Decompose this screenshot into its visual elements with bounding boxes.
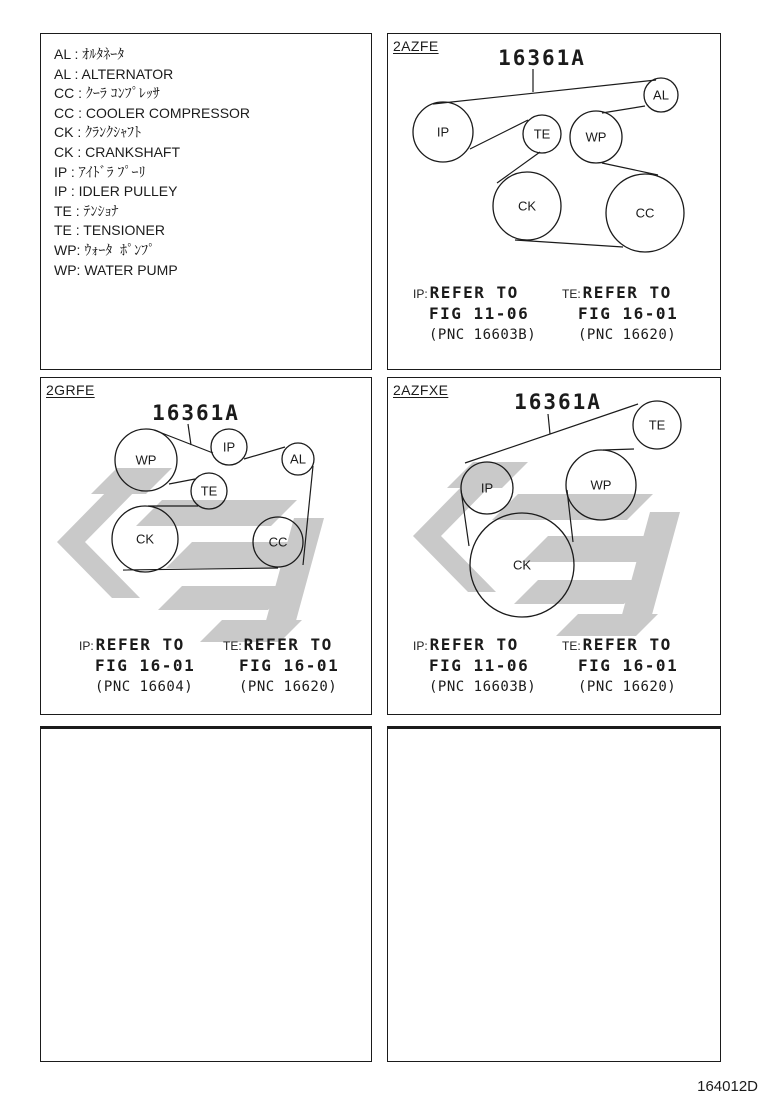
pulley-label: CK [517,198,537,214]
leader-line [188,424,191,445]
pulley-label: CK [135,531,155,547]
refer-text: REFER TO [429,283,519,302]
pulley-label: CK [512,557,532,573]
legend-row: CK : CRANKSHAFT [54,143,181,160]
pulley-label: WP [585,129,607,145]
refer-text: REFER TO [95,635,185,654]
belt-segment [123,568,278,570]
pulley-label: WP [590,477,612,493]
page-code: 164012D [697,1078,758,1095]
belt-segment [602,163,658,175]
legend-row: WP: ｳｫｰﾀ ﾎﾟﾝﾌﾟ [54,241,156,258]
note-prefix: IP: [413,287,428,301]
fig-ref: FIG 11-06 [429,304,530,323]
pulley-label: TE [648,417,666,433]
fig-ref: FIG 16-01 [578,304,679,323]
engine-code-label: 2GRFE [46,382,95,398]
part-number-label: 16361A [514,390,602,414]
pulley-label: AL [290,451,306,467]
pulley-legend-panel [40,33,372,370]
pulley-label: CC [635,205,655,221]
panel-2azfe [387,33,721,370]
pulley-label: IP [480,480,494,496]
legend-row: TE : TENSIONER [54,222,165,239]
part-number-label: 16361A [152,401,240,425]
fig-ref: FIG 16-01 [578,656,679,675]
fig-ref: FIG 16-01 [239,656,340,675]
note-prefix: TE: [562,287,581,301]
pulley-label: TE [533,126,551,142]
refer-text: REFER TO [582,635,672,654]
fig-ref: FIG 11-06 [429,656,530,675]
legend-row: CC : COOLER COMPRESSOR [54,104,251,121]
legend-row: CK : ｸﾗﾝｸｼｬﾌﾄ [54,124,142,141]
pnc-ref: (PNC 16620) [578,327,677,343]
pnc-ref: (PNC 16604) [95,679,194,695]
belt-segment [515,240,623,247]
note-prefix: IP: [413,639,428,653]
refer-text: REFER TO [243,635,333,654]
belt-segment [603,449,634,450]
legend-row: AL : ｵﾙﾀﾈｰﾀ [54,46,125,62]
note-prefix: IP: [79,639,94,653]
part-number-label: 16361A [498,46,586,70]
ref-note [79,635,195,697]
pulley-label: AL [653,87,669,103]
pnc-ref: (PNC 16603B) [429,327,537,343]
pnc-ref: (PNC 16603B) [429,679,537,695]
pulley-label: IP [222,439,236,455]
empty-panel-bottom-left [40,726,372,1062]
legend-row: IP : IDLER PULLEY [54,183,178,200]
refer-text: REFER TO [582,283,672,302]
pnc-ref: (PNC 16620) [578,679,677,695]
note-prefix: TE: [223,639,242,653]
belt-segment [169,479,195,484]
belt-segment [433,80,656,104]
ref-note [562,635,678,697]
ref-note [562,283,678,345]
belt-segment [497,152,540,183]
panel-2azfxe [387,377,721,715]
note-prefix: TE: [562,639,581,653]
pulley-label: IP [436,124,450,140]
fig-ref: FIG 16-01 [95,656,196,675]
engine-code-label: 2AZFXE [393,382,449,398]
panel-2grfe [40,377,372,715]
belt-segment [303,466,313,565]
legend-row: AL : ALTERNATOR [54,65,174,82]
legend-row: CC : ｸｰﾗ ｺﾝﾌﾟﾚｯｻ [54,85,160,102]
pulley-label: WP [135,452,157,468]
empty-panel-bottom-right [387,726,721,1062]
pulley-label: CC [268,534,288,550]
legend-row: WP: WATER PUMP [54,261,178,278]
belt-segment [470,120,528,149]
pnc-ref: (PNC 16620) [239,679,338,695]
belt-segment [602,106,645,113]
legend-list [41,34,371,280]
pulley-label: TE [200,483,218,499]
legend-row: IP : ｱｲﾄﾞﾗ ﾌﾟｰﾘ [54,163,146,180]
ref-note [223,635,339,697]
engine-code-label: 2AZFE [393,38,439,54]
refer-text: REFER TO [429,635,519,654]
ref-note [413,635,536,697]
belt-segment [244,447,285,459]
ref-note [413,283,536,345]
leader-line [548,414,550,434]
legend-row: TE : ﾃﾝｼｮﾅ [54,202,119,219]
belt-segment [461,490,469,546]
